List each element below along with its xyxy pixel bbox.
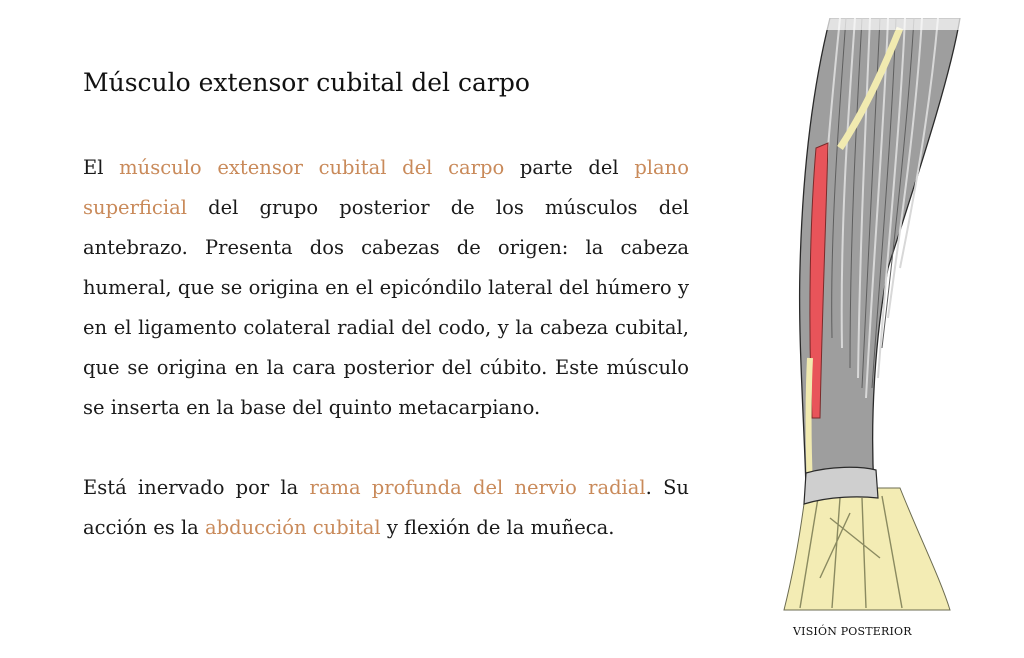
- paragraph-description: El músculo extensor cubital del carpo parte del plano superficial del grupo posterior de los músculos del antebrazo. Presenta dos cabezas de origen: la cabeza humeral, que se origina en el epicóndilo lateral del húmero y en el ligamento colateral radial del codo, y la cabeza cubital, que se origina en la cara posterior del cúbito. Este músculo se inserta en la base del quinto metacarpiano.: [83, 156, 689, 419]
- link-rama-profunda-nervio-radial[interactable]: rama profunda del nervio radial: [309, 476, 646, 499]
- forearm-posterior-illustration: [770, 18, 970, 616]
- link-plano-superficial[interactable]: plano superficial: [83, 156, 689, 219]
- link-extensor-cubital-del-carpo[interactable]: músculo extensor cubital del carpo: [119, 156, 505, 179]
- link-abduccion-cubital[interactable]: abducción cubital: [205, 516, 381, 539]
- paragraph-innervation: Está inervado por la rama profunda del nervio radial. Su acción es la abducción cubital y flexión de la muñeca.: [83, 476, 689, 539]
- figure-caption: VISIÓN POSTERIOR: [793, 625, 912, 638]
- page-title: Músculo extensor cubital del carpo: [83, 68, 530, 97]
- article-body: [83, 148, 689, 548]
- hand-tendons: [784, 488, 950, 610]
